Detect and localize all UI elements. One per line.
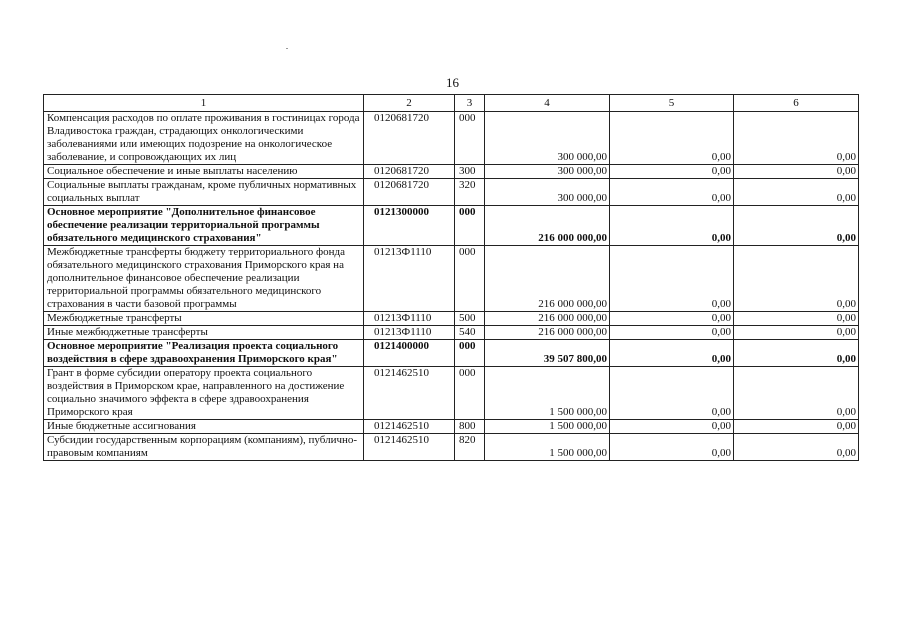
- row-amount-4: 39 507 800,00: [485, 340, 610, 367]
- table-row: [44, 206, 859, 246]
- row-code: 0121400000: [364, 340, 455, 367]
- table-row: [44, 179, 859, 206]
- row-code: 0121462510: [364, 367, 455, 420]
- row-code: 01213Ф1110: [364, 312, 455, 326]
- header-cell: 4: [485, 95, 610, 112]
- row-amount-6: 0,00: [734, 434, 859, 461]
- row-code: 0121462510: [364, 434, 455, 461]
- row-amount-4: 300 000,00: [485, 112, 610, 165]
- row-amount-5: 0,00: [610, 165, 734, 179]
- row-amount-6: 0,00: [734, 206, 859, 246]
- row-amount-4: 216 000 000,00: [485, 206, 610, 246]
- row-name: Компенсация расходов по оплате проживания в гостиницах города Владивостока граждан, страдающих онкологическими заболеваниями или имеющих подозрение на онкологическое заболевание, и сопровождающих их лиц: [44, 112, 364, 165]
- row-type: 820: [455, 434, 485, 461]
- row-type: 320: [455, 179, 485, 206]
- row-amount-5: 0,00: [610, 312, 734, 326]
- row-name: Иные межбюджетные трансферты: [44, 326, 364, 340]
- budget-table: [43, 94, 859, 461]
- row-amount-4: 1 500 000,00: [485, 434, 610, 461]
- row-type: 540: [455, 326, 485, 340]
- row-code: 0121462510: [364, 420, 455, 434]
- row-code: 0120681720: [364, 165, 455, 179]
- row-code: 0120681720: [364, 179, 455, 206]
- row-amount-5: 0,00: [610, 326, 734, 340]
- table-row: [44, 434, 859, 461]
- row-type: 800: [455, 420, 485, 434]
- row-amount-4: 216 000 000,00: [485, 326, 610, 340]
- row-amount-5: 0,00: [610, 179, 734, 206]
- row-amount-6: 0,00: [734, 326, 859, 340]
- row-amount-4: 216 000 000,00: [485, 312, 610, 326]
- row-amount-4: 1 500 000,00: [485, 420, 610, 434]
- row-type: 300: [455, 165, 485, 179]
- row-amount-4: 216 000 000,00: [485, 246, 610, 312]
- row-amount-5: 0,00: [610, 246, 734, 312]
- row-type: 000: [455, 246, 485, 312]
- header-cell: 1: [44, 95, 364, 112]
- row-amount-6: 0,00: [734, 420, 859, 434]
- row-name: Грант в форме субсидии оператору проекта социального воздействия в Приморском крае, направленного на достижение социально значимого эффекта в сфере здравоохранения Приморского края: [44, 367, 364, 420]
- row-type: 000: [455, 206, 485, 246]
- header-cell: 3: [455, 95, 485, 112]
- row-code: 0120681720: [364, 112, 455, 165]
- table-row: [44, 246, 859, 312]
- row-name: Иные бюджетные ассигнования: [44, 420, 364, 434]
- table-row: [44, 112, 859, 165]
- row-amount-5: 0,00: [610, 206, 734, 246]
- row-amount-6: 0,00: [734, 179, 859, 206]
- header-row: [44, 95, 859, 112]
- row-amount-6: 0,00: [734, 340, 859, 367]
- row-type: 000: [455, 367, 485, 420]
- row-name: Межбюджетные трансферты: [44, 312, 364, 326]
- header-cell: 2: [364, 95, 455, 112]
- table-row: [44, 165, 859, 179]
- row-name: Социальные выплаты гражданам, кроме публичных нормативных социальных выплат: [44, 179, 364, 206]
- table-row: [44, 420, 859, 434]
- scan-speck: [286, 48, 288, 49]
- row-name: Межбюджетные трансферты бюджету территориального фонда обязательного медицинского страхования Приморского края на дополнительное финансовое обеспечение реализации территориальной программы обязательного медицинского страхования в части базовой программы: [44, 246, 364, 312]
- row-amount-6: 0,00: [734, 112, 859, 165]
- row-amount-5: 0,00: [610, 367, 734, 420]
- table-row: [44, 312, 859, 326]
- row-amount-5: 0,00: [610, 434, 734, 461]
- row-amount-4: 1 500 000,00: [485, 367, 610, 420]
- header-cell: 5: [610, 95, 734, 112]
- row-code: 0121300000: [364, 206, 455, 246]
- page-number: 16: [446, 75, 459, 90]
- row-amount-6: 0,00: [734, 312, 859, 326]
- row-amount-6: 0,00: [734, 165, 859, 179]
- row-code: 01213Ф1110: [364, 326, 455, 340]
- table-body: [44, 112, 859, 461]
- row-amount-5: 0,00: [610, 112, 734, 165]
- header-cell: 6: [734, 95, 859, 112]
- row-name: Основное мероприятие "Дополнительное финансовое обеспечение реализации территориальной программы обязательного медицинского страхования": [44, 206, 364, 246]
- table-row: [44, 326, 859, 340]
- row-code: 01213Ф1110: [364, 246, 455, 312]
- row-name: Социальное обеспечение и иные выплаты населению: [44, 165, 364, 179]
- row-amount-4: 300 000,00: [485, 165, 610, 179]
- row-type: 000: [455, 112, 485, 165]
- row-amount-6: 0,00: [734, 367, 859, 420]
- row-amount-5: 0,00: [610, 420, 734, 434]
- row-amount-5: 0,00: [610, 340, 734, 367]
- table-row: [44, 340, 859, 367]
- row-amount-6: 0,00: [734, 246, 859, 312]
- row-name: Основное мероприятие "Реализация проекта социального воздействия в сфере здравоохранения Приморского края": [44, 340, 364, 367]
- row-name: Субсидии государственным корпорациям (компаниям), публично-правовым компаниям: [44, 434, 364, 461]
- table-row: [44, 367, 859, 420]
- row-type: 500: [455, 312, 485, 326]
- row-amount-4: 300 000,00: [485, 179, 610, 206]
- row-type: 000: [455, 340, 485, 367]
